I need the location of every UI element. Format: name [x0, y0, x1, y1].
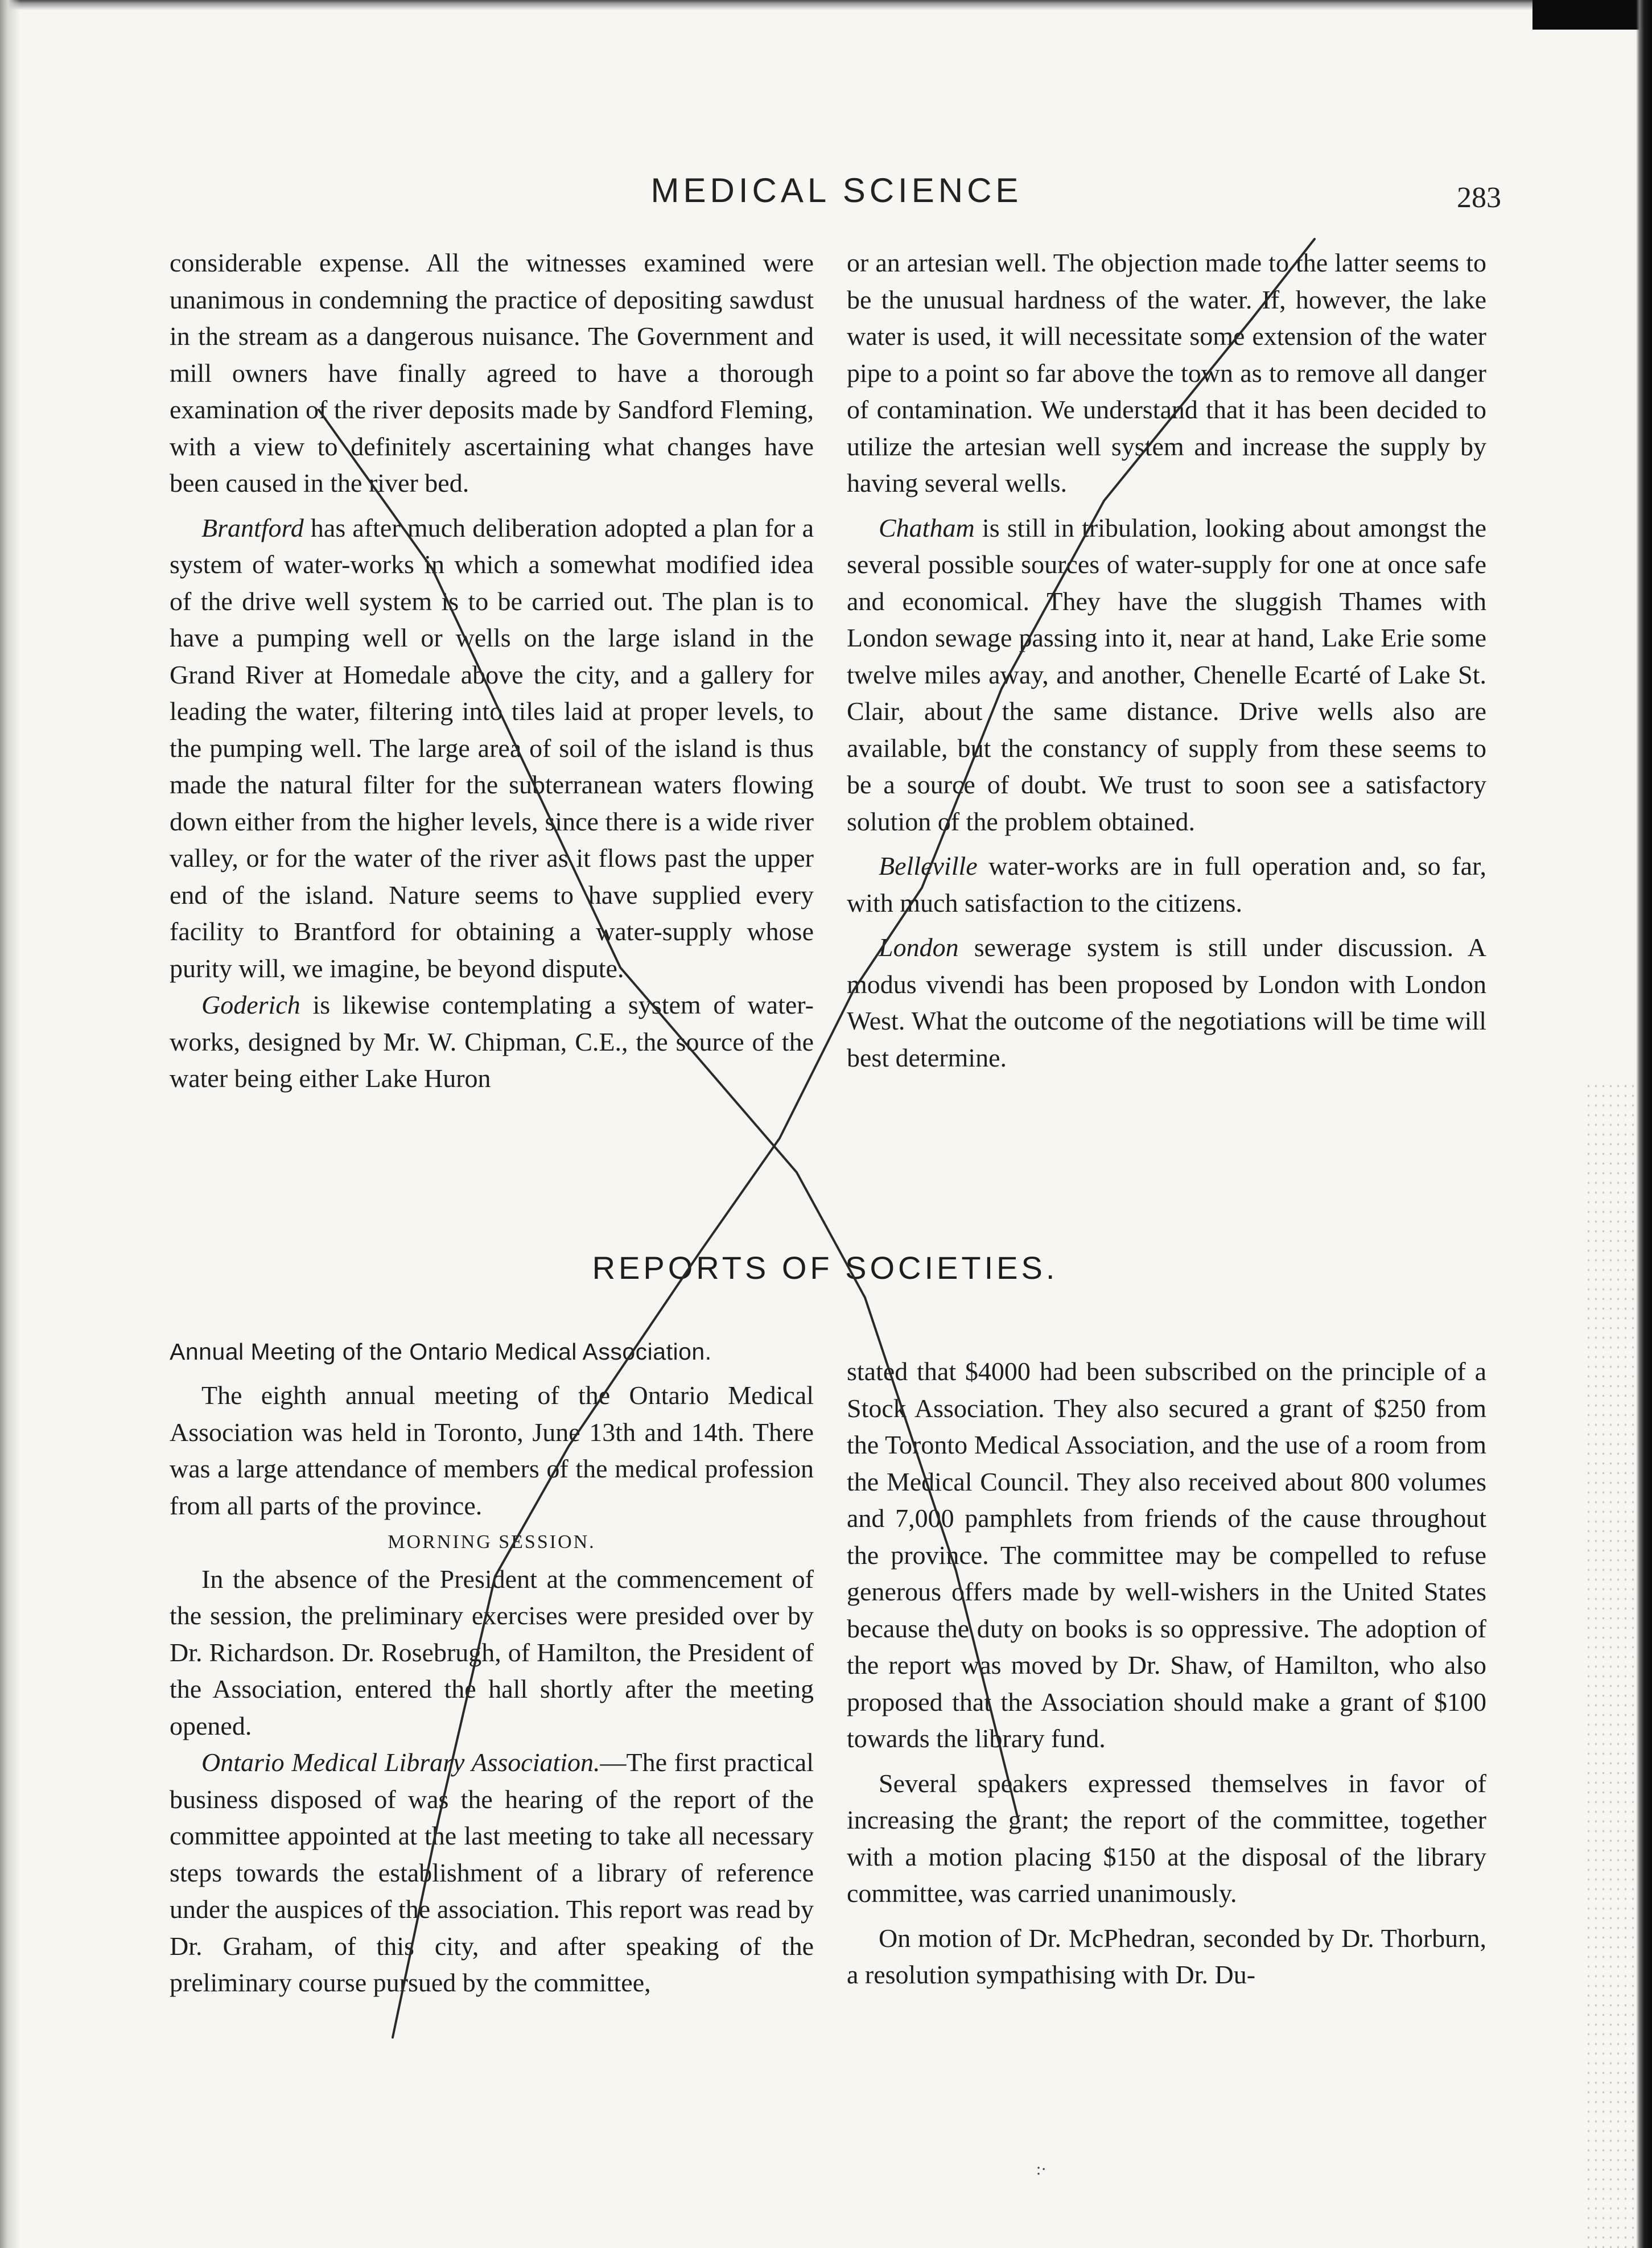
paragraph-chatham: Chatham is still in tribulation, looking about amongst the several possible sources of water-supply for one at once safe and economical. They have the sluggish Thames with London sewage passing into it, near at hand, Lake Erie some twelve miles away, and another, Chenelle Ecarté of Lake St. Clair, about the same distance. Drive wells also are available, but the constancy of supply from these seems to be a source of doubt. We trust to soon see a satisfactory solution of the problem obtained.	[847, 513, 1486, 836]
paragraph-goderich: Goderich is likewise contemplating a system of water-works, designed by Mr. W. Chipman, C.E., the source of the water being either Lake Huron	[170, 990, 814, 1093]
paragraph-resolution: On motion of Dr. McPhedran, seconded by Dr. Thorburn, a resolution sympathising with Dr. Du-	[847, 1923, 1486, 1989]
paragraph-sawdust: considerable expense. All the witnesses examined were unanimous in condemning the practice of depositing sawdust in the stream as a dangerous nuisance. The Government and mill owners have finally agreed to have a thorough examination of the river deposits made by Sandford Fleming, with a view to definitely ascertaining what changes have been caused in the river bed.	[170, 248, 814, 497]
paragraph-artesian: or an artesian well. The objection made to the latter seems to be the unusual hardness of the water. If, however, the lake water is used, it will necessitate some extension of the water pipe to a point so far above the town as to remove all danger of contamination. We understand that it has been decided to utilize the artesian well system and increase the supply by having several wells.	[847, 248, 1486, 497]
column-lower-right	[847, 1353, 1486, 1994]
footer-mark: :·	[1036, 2160, 1047, 2179]
paragraph-brantford: Brantford has after much deliberation adopted a plan for a system of water-works in which a somewhat modified idea of the drive well system is to be carried out. The plan is to have a pumping well or wells on the large island in the Grand River at Homedale above the city, and a gallery for leading the water, filtering into tiles laid at proper levels, to the pumping well. The large area of soil of the island is thus made the natural filter for the subterranean waters flowing down either from the higher levels, since there is a wide river valley, or for the water of the river as it flows past the upper end of the island. Nature seems to have supplied every facility to Brantford for obtaining a water-supply whose purity will, we imagine, be beyond dispute.	[170, 513, 814, 983]
section-title: REPORTS OF SOCIETIES.	[592, 1250, 1058, 1286]
scan-top-edge	[0, 0, 1652, 10]
place-name-london: London	[879, 933, 959, 962]
place-name-brantford: Brantford	[201, 513, 304, 542]
page-number: 283	[1457, 182, 1501, 214]
column-upper-right	[847, 245, 1486, 1076]
session-heading: MORNING SESSION.	[388, 1531, 596, 1553]
column-upper-left	[170, 245, 814, 1097]
paragraph-session: In the absence of the President at the commencement of the session, the preliminary exercises were presided over by Dr. Richardson. Dr. Rosebrugh, of Hamilton, the President of the Association, entered the hall shortly after the meeting opened.	[170, 1564, 814, 1740]
paragraph-london: London sewerage system is still under discussion. A modus vivendi has been proposed by London with London West. What the outcome of the negotiations will be time will best determine.	[847, 933, 1486, 1072]
paragraph-library: Ontario Medical Library Association.—The first practical business disposed of was the hearing of the report of the committee appointed at the last meeting to take all necessary steps towards the establishment of a library of reference under the auspices of the association. This report was read by Dr. Graham, of this city, and after speaking of the preliminary course pursued by the committee,	[170, 1748, 814, 1997]
paragraph-meeting-intro: The eighth annual meeting of the Ontario Medical Association was held in Toronto, June 13th and 14th. There was a large attendance of members of the medical profession from all parts of the province.	[170, 1381, 814, 1520]
paragraph-grant-motion: Several speakers expressed themselves in favor of increasing the grant; the report of the committee, together with a motion placing $150 at the disposal of the library committee, was carried unanimously.	[847, 1768, 1486, 1908]
running-head: MEDICAL SCIENCE	[650, 171, 1023, 209]
scan-top-right-bar	[1532, 0, 1652, 30]
scan-right-edge	[1636, 0, 1652, 2248]
place-name-goderich: Goderich	[201, 990, 300, 1019]
scan-right-speckle	[1585, 1081, 1636, 2248]
place-name-belleville: Belleville	[879, 851, 978, 880]
paragraph-library-report: stated that $4000 had been subscribed on the principle of a Stock Association. They also secured a grant of $250 from the Toronto Medical Association, and the use of a room from the Medical Council. They also received about 800 volumes and 7,000 pamphlets from friends of the cause throughout the province. The committee may be compelled to refuse generous offers made by well-wishers in the United States because the duty on books is so oppressive. The adoption of the report was moved by Dr. Shaw, of Hamilton, who also proposed that the Association should make a grant of $100 towards the library fund.	[847, 1357, 1486, 1753]
library-association-lead: Ontario Medical Library Association.	[201, 1748, 600, 1777]
scan-left-edge	[0, 0, 20, 2248]
column-lower-left	[170, 1377, 814, 2002]
article-subheading: Annual Meeting of the Ontario Medical Association.	[170, 1339, 712, 1365]
paragraph-belleville: Belleville water-works are in full operation and, so far, with much satisfaction to the citizens.	[847, 851, 1486, 917]
place-name-chatham: Chatham	[879, 513, 975, 542]
